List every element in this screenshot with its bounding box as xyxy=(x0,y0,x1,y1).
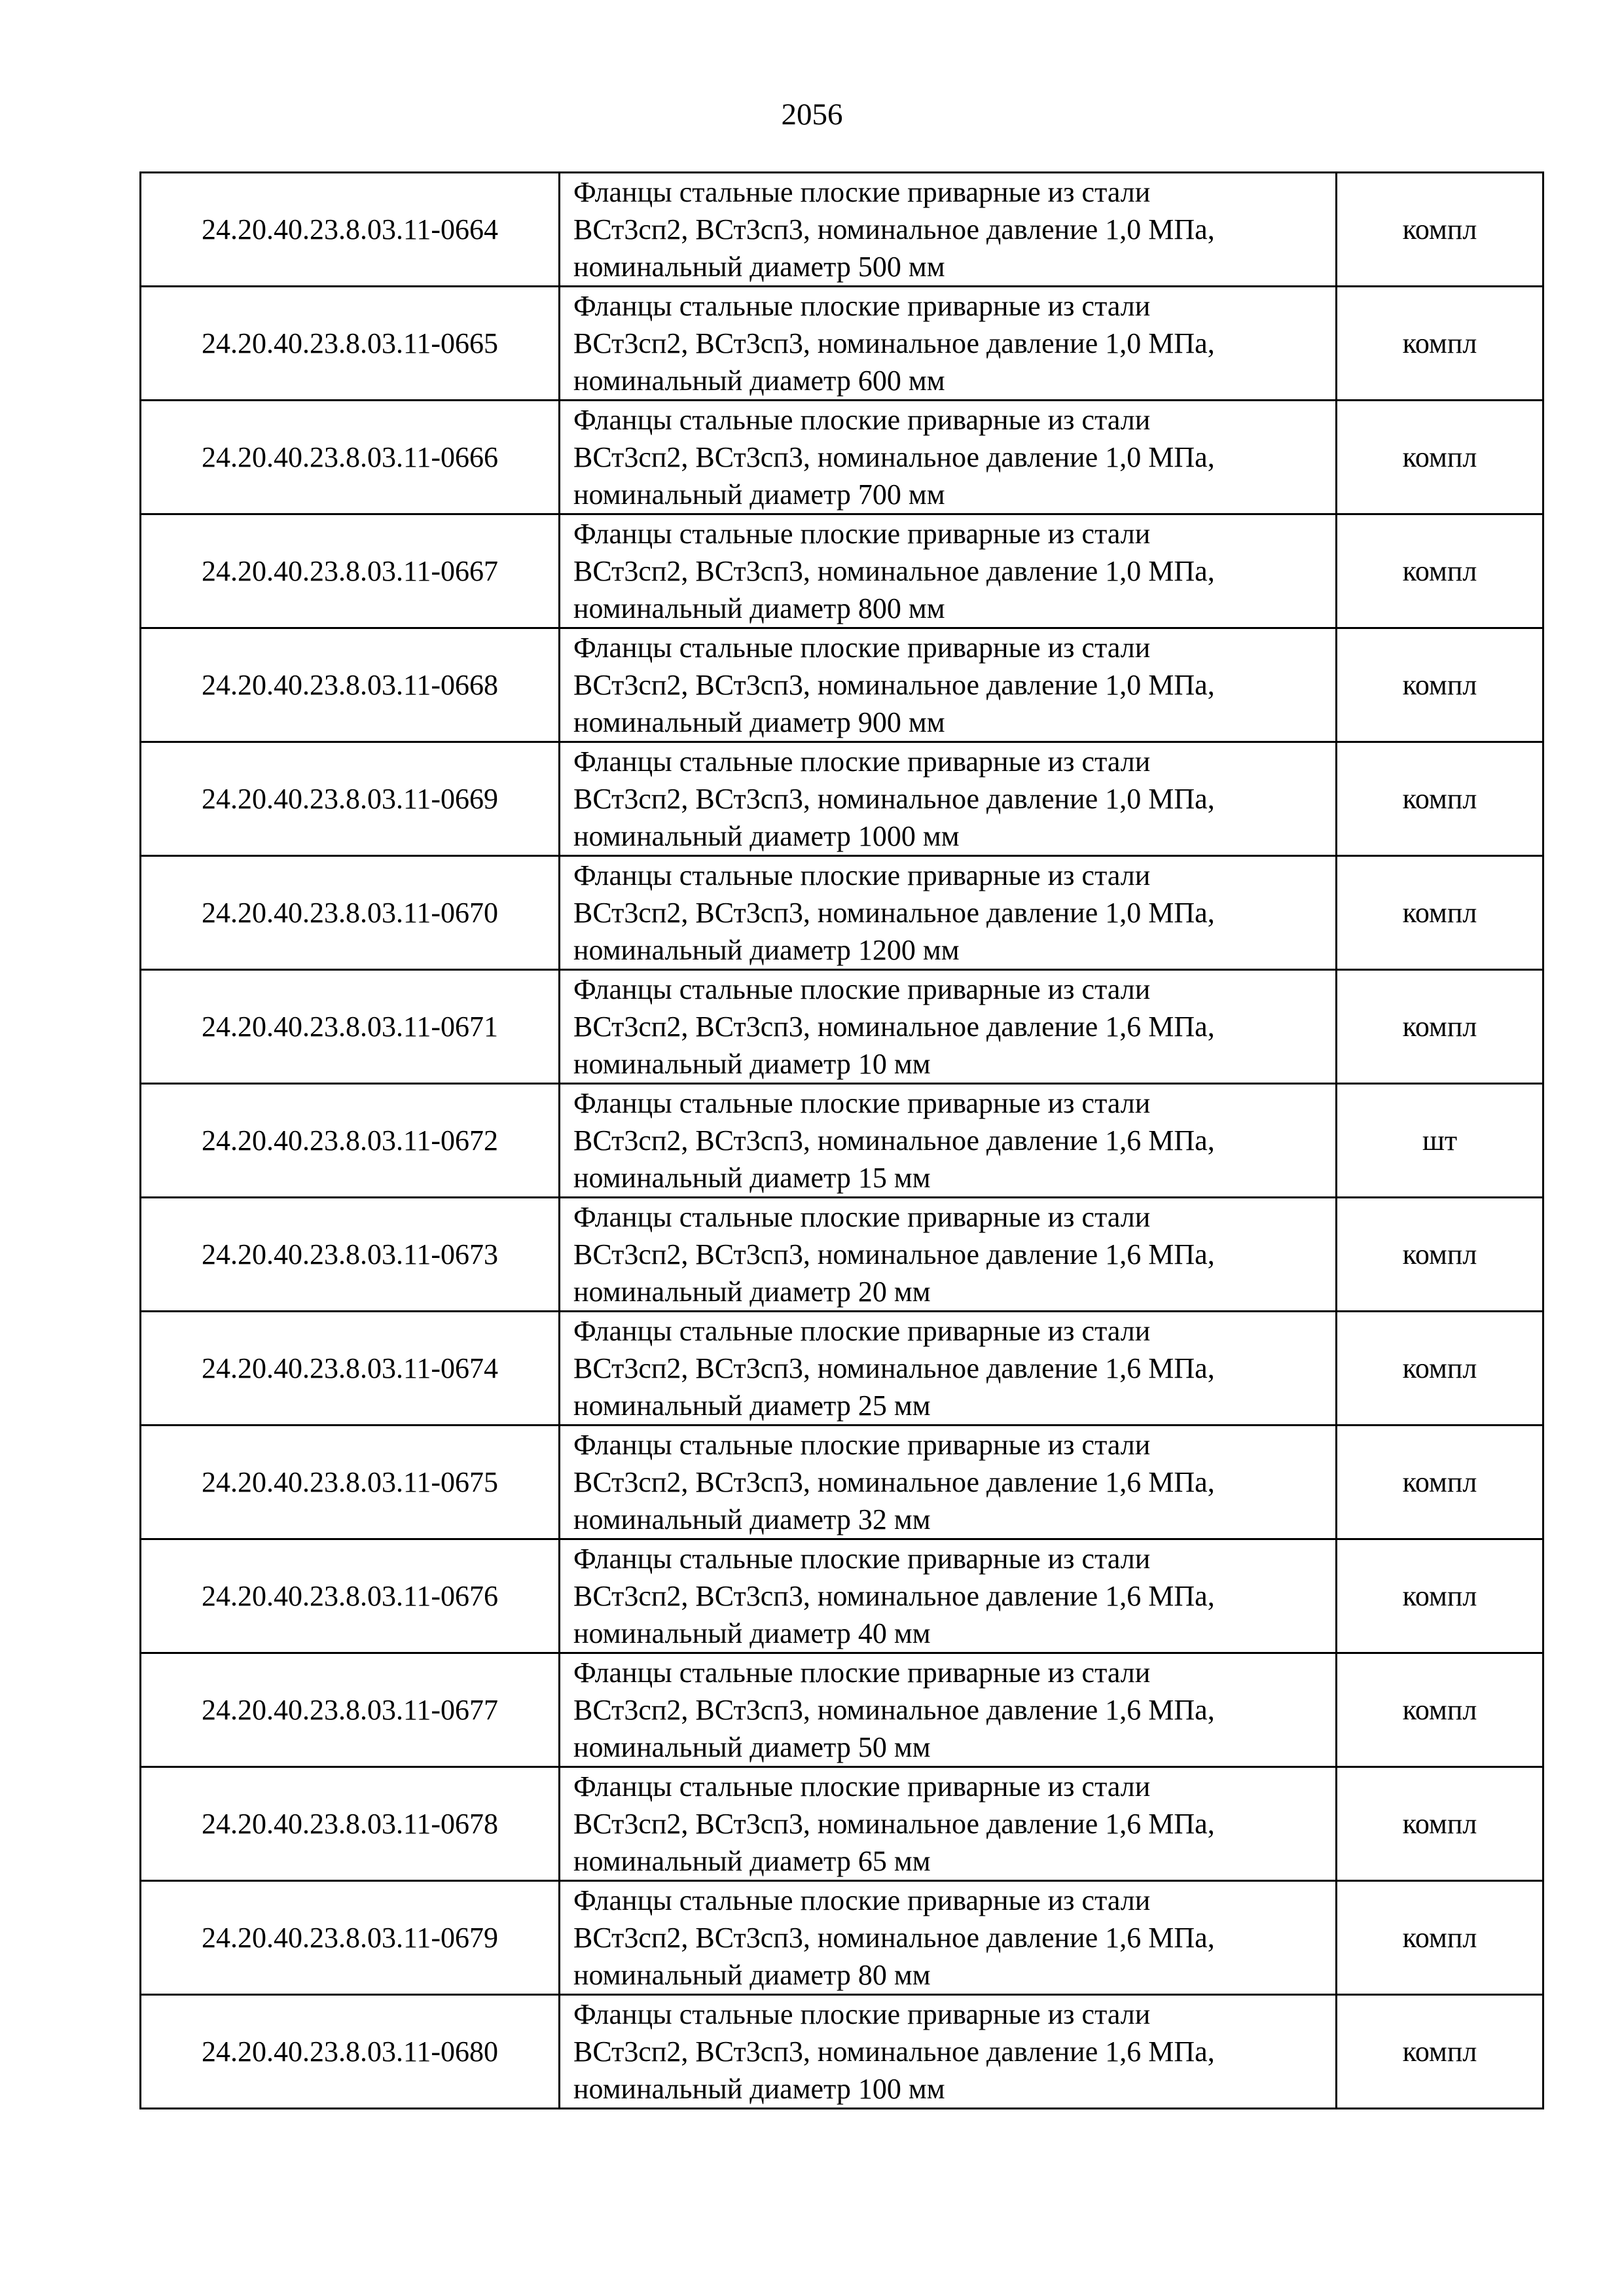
item-unit: компл xyxy=(1337,1539,1543,1653)
description-line: номинальный диаметр 1000 мм xyxy=(573,820,960,852)
items-table-body xyxy=(141,173,1543,2109)
description-line: ВСт3сп2, ВСт3сп3, номинальное давление 1,6 МПа, xyxy=(573,1352,1215,1384)
description-line: ВСт3сп2, ВСт3сп3, номинальное давление 1,6 МПа, xyxy=(573,1124,1215,1157)
description-line: номинальный диаметр 20 мм xyxy=(573,1276,931,1308)
item-unit: компл xyxy=(1337,1653,1543,1767)
description-line: Фланцы стальные плоские приварные из стали xyxy=(573,1657,1151,1689)
table-row xyxy=(141,1539,1543,1653)
description-line: ВСт3сп2, ВСт3сп3, номинальное давление 1,6 МПа, xyxy=(573,1011,1215,1043)
table-row xyxy=(141,1653,1543,1767)
description-line: ВСт3сп2, ВСт3сп3, номинальное давление 1,0 МПа, xyxy=(573,441,1215,473)
item-description xyxy=(560,1539,1337,1653)
item-unit: компл xyxy=(1337,1767,1543,1881)
table-row xyxy=(141,1084,1543,1198)
item-code: 24.20.40.23.8.03.11-0664 xyxy=(141,173,560,287)
item-unit: компл xyxy=(1337,401,1543,514)
table-row xyxy=(141,1312,1543,1426)
description-line: номинальный диаметр 800 мм xyxy=(573,592,945,624)
description-line: ВСт3сп2, ВСт3сп3, номинальное давление 1,6 МПа, xyxy=(573,1694,1215,1726)
description-line: ВСт3сп2, ВСт3сп3, номинальное давление 1,0 МПа, xyxy=(573,783,1215,815)
page-number: 2056 xyxy=(781,98,843,132)
description-line: ВСт3сп2, ВСт3сп3, номинальное давление 1,6 МПа, xyxy=(573,1808,1215,1840)
item-description xyxy=(560,628,1337,742)
description-line: Фланцы стальные плоские приварные из стали xyxy=(573,1543,1151,1575)
item-unit: шт xyxy=(1337,1084,1543,1198)
description-line: номинальный диаметр 50 мм xyxy=(573,1731,931,1763)
table-row xyxy=(141,1198,1543,1312)
description-line: номинальный диаметр 25 мм xyxy=(573,1390,931,1422)
description-line: ВСт3сп2, ВСт3сп3, номинальное давление 1,0 МПа, xyxy=(573,327,1215,359)
description-line: Фланцы стальные плоские приварные из стали xyxy=(573,1770,1151,1803)
description-line: Фланцы стальные плоские приварные из стали xyxy=(573,1201,1151,1233)
item-unit: компл xyxy=(1337,1995,1543,2109)
description-line: номинальный диаметр 1200 мм xyxy=(573,934,960,966)
description-line: Фланцы стальные плоские приварные из стали xyxy=(573,859,1151,891)
description-line: номинальный диаметр 900 мм xyxy=(573,706,945,738)
table-row xyxy=(141,287,1543,401)
description-line: ВСт3сп2, ВСт3сп3, номинальное давление 1,6 МПа, xyxy=(573,1580,1215,1612)
description-line: Фланцы стальные плоские приварные из стали xyxy=(573,1998,1151,2030)
description-line: номинальный диаметр 100 мм xyxy=(573,2073,945,2105)
description-line: ВСт3сп2, ВСт3сп3, номинальное давление 1,0 МПа, xyxy=(573,669,1215,701)
item-unit: компл xyxy=(1337,173,1543,287)
item-code: 24.20.40.23.8.03.11-0670 xyxy=(141,856,560,970)
item-code: 24.20.40.23.8.03.11-0675 xyxy=(141,1426,560,1539)
item-description xyxy=(560,1653,1337,1767)
description-line: номинальный диаметр 32 мм xyxy=(573,1503,931,1535)
table-row xyxy=(141,970,1543,1084)
item-description xyxy=(560,1426,1337,1539)
description-line: Фланцы стальные плоские приварные из стали xyxy=(573,973,1151,1005)
item-code: 24.20.40.23.8.03.11-0679 xyxy=(141,1881,560,1995)
item-unit: компл xyxy=(1337,514,1543,628)
table-row xyxy=(141,742,1543,856)
description-line: Фланцы стальные плоские приварные из стали xyxy=(573,1315,1151,1347)
table-row xyxy=(141,1995,1543,2109)
description-line: номинальный диаметр 40 мм xyxy=(573,1617,931,1649)
description-line: ВСт3сп2, ВСт3сп3, номинальное давление 1,6 МПа, xyxy=(573,1466,1215,1498)
item-code: 24.20.40.23.8.03.11-0671 xyxy=(141,970,560,1084)
items-table xyxy=(139,171,1544,2109)
item-code: 24.20.40.23.8.03.11-0669 xyxy=(141,742,560,856)
table-row xyxy=(141,514,1543,628)
item-unit: компл xyxy=(1337,1426,1543,1539)
item-code: 24.20.40.23.8.03.11-0674 xyxy=(141,1312,560,1426)
item-unit: компл xyxy=(1337,1198,1543,1312)
description-line: ВСт3сп2, ВСт3сп3, номинальное давление 1,6 МПа, xyxy=(573,2036,1215,2068)
item-unit: компл xyxy=(1337,1881,1543,1995)
description-line: номинальный диаметр 700 мм xyxy=(573,478,945,511)
item-description xyxy=(560,970,1337,1084)
description-line: Фланцы стальные плоские приварные из стали xyxy=(573,632,1151,664)
description-line: Фланцы стальные плоские приварные из стали xyxy=(573,745,1151,778)
item-description xyxy=(560,1084,1337,1198)
item-description xyxy=(560,856,1337,970)
table-row xyxy=(141,856,1543,970)
table-row xyxy=(141,1426,1543,1539)
item-unit: компл xyxy=(1337,856,1543,970)
description-line: ВСт3сп2, ВСт3сп3, номинальное давление 1,0 МПа, xyxy=(573,213,1215,245)
table-row xyxy=(141,401,1543,514)
description-line: Фланцы стальные плоские приварные из стали xyxy=(573,176,1151,208)
item-description xyxy=(560,1881,1337,1995)
item-unit: компл xyxy=(1337,628,1543,742)
description-line: Фланцы стальные плоские приварные из стали xyxy=(573,1087,1151,1119)
item-description xyxy=(560,1198,1337,1312)
item-code: 24.20.40.23.8.03.11-0665 xyxy=(141,287,560,401)
table-row xyxy=(141,628,1543,742)
item-unit: компл xyxy=(1337,742,1543,856)
item-description xyxy=(560,173,1337,287)
item-description xyxy=(560,1767,1337,1881)
description-line: ВСт3сп2, ВСт3сп3, номинальное давление 1,0 МПа, xyxy=(573,555,1215,587)
item-description xyxy=(560,742,1337,856)
item-description xyxy=(560,514,1337,628)
description-line: номинальный диаметр 500 мм xyxy=(573,251,945,283)
item-unit: компл xyxy=(1337,970,1543,1084)
item-unit: компл xyxy=(1337,1312,1543,1426)
description-line: номинальный диаметр 65 мм xyxy=(573,1845,931,1877)
table-row xyxy=(141,1767,1543,1881)
item-code: 24.20.40.23.8.03.11-0667 xyxy=(141,514,560,628)
description-line: ВСт3сп2, ВСт3сп3, номинальное давление 1,6 МПа, xyxy=(573,1238,1215,1270)
item-description xyxy=(560,1312,1337,1426)
item-code: 24.20.40.23.8.03.11-0677 xyxy=(141,1653,560,1767)
table-row xyxy=(141,173,1543,287)
item-code: 24.20.40.23.8.03.11-0672 xyxy=(141,1084,560,1198)
item-code: 24.20.40.23.8.03.11-0680 xyxy=(141,1995,560,2109)
description-line: Фланцы стальные плоские приварные из стали xyxy=(573,290,1151,322)
description-line: Фланцы стальные плоские приварные из стали xyxy=(573,518,1151,550)
item-code: 24.20.40.23.8.03.11-0673 xyxy=(141,1198,560,1312)
item-code: 24.20.40.23.8.03.11-0678 xyxy=(141,1767,560,1881)
table-row xyxy=(141,1881,1543,1995)
description-line: номинальный диаметр 80 мм xyxy=(573,1959,931,1991)
item-description xyxy=(560,1995,1337,2109)
description-line: номинальный диаметр 10 мм xyxy=(573,1048,931,1080)
description-line: Фланцы стальные плоские приварные из стали xyxy=(573,1429,1151,1461)
item-description xyxy=(560,287,1337,401)
description-line: ВСт3сп2, ВСт3сп3, номинальное давление 1,0 МПа, xyxy=(573,897,1215,929)
description-line: Фланцы стальные плоские приварные из стали xyxy=(573,404,1151,436)
item-code: 24.20.40.23.8.03.11-0676 xyxy=(141,1539,560,1653)
description-line: Фланцы стальные плоские приварные из стали xyxy=(573,1884,1151,1916)
item-unit: компл xyxy=(1337,287,1543,401)
description-line: номинальный диаметр 600 мм xyxy=(573,365,945,397)
item-code: 24.20.40.23.8.03.11-0666 xyxy=(141,401,560,514)
item-code: 24.20.40.23.8.03.11-0668 xyxy=(141,628,560,742)
description-line: ВСт3сп2, ВСт3сп3, номинальное давление 1,6 МПа, xyxy=(573,1922,1215,1954)
item-description xyxy=(560,401,1337,514)
description-line: номинальный диаметр 15 мм xyxy=(573,1162,931,1194)
